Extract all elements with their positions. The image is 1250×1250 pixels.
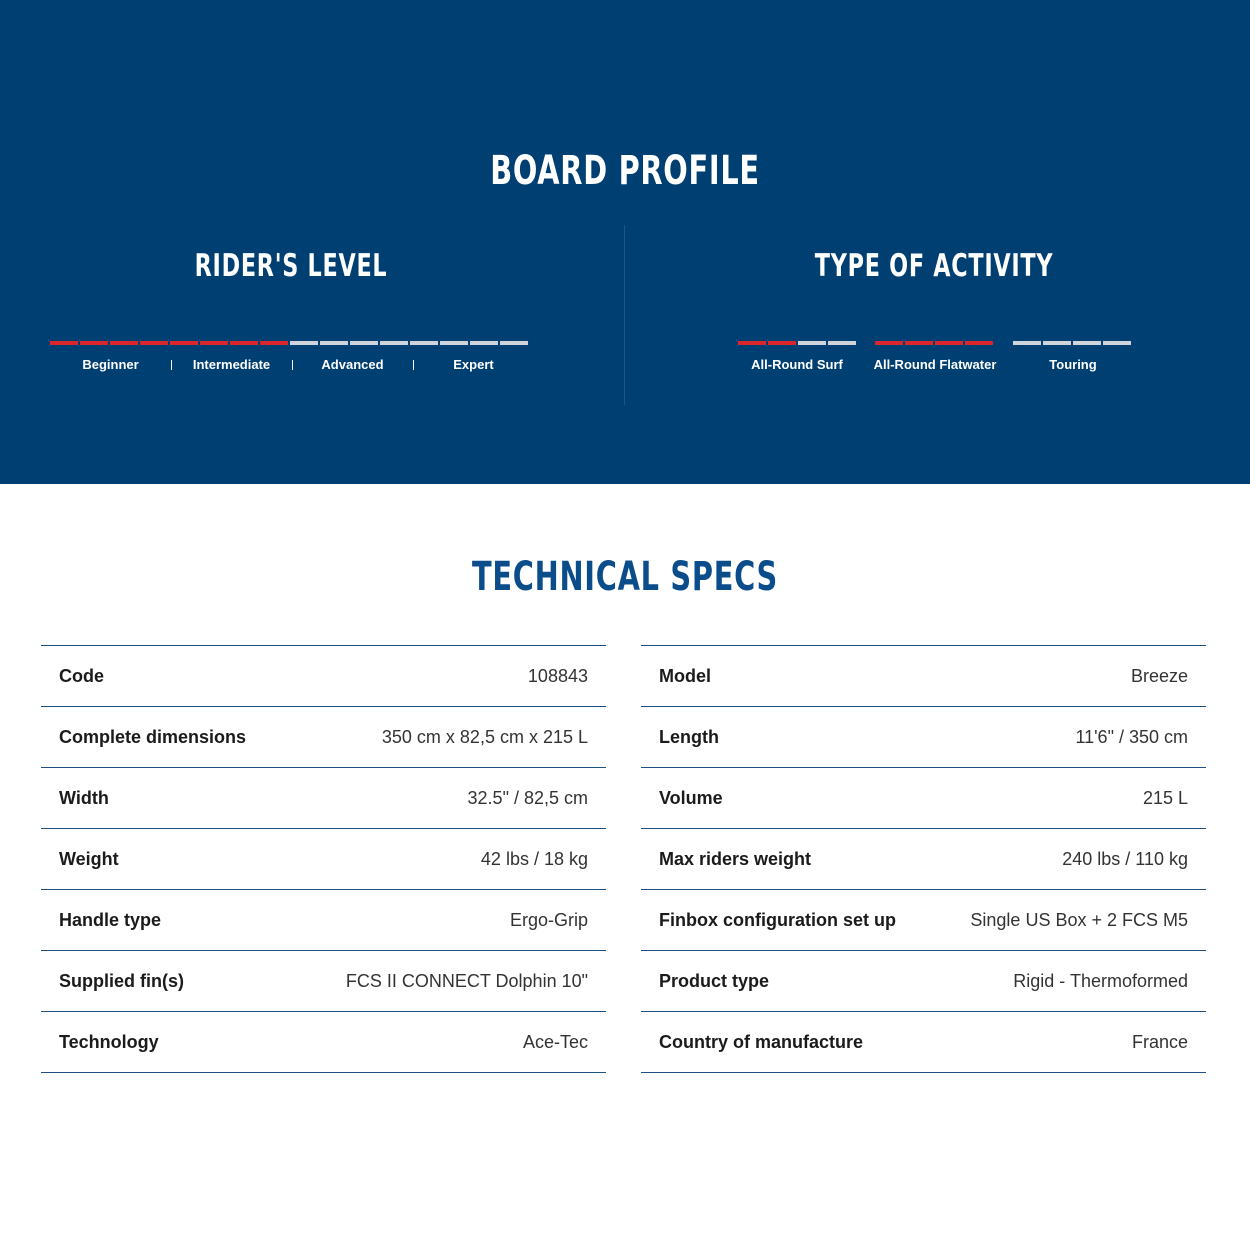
spec-value: 32.5" / 82,5 cm	[467, 787, 588, 808]
technical-specs-title: TECHNICAL SPECS	[472, 554, 778, 600]
spec-row-finbox-configuration	[641, 890, 1206, 951]
spec-row-model	[641, 646, 1206, 707]
board-profile-title: BOARD PROFILE	[490, 148, 760, 194]
spec-label: Volume	[659, 787, 723, 808]
spec-row-complete-dimensions	[41, 707, 606, 768]
level-segment-active	[935, 341, 963, 345]
riders-level-labels	[50, 357, 534, 377]
activity-bar-touring	[1013, 341, 1133, 345]
activity-label-all-round-surf: All-Round Surf	[751, 357, 843, 372]
spec-label: Country of manufacture	[659, 1031, 864, 1052]
activity-bar-all-round-surf	[738, 341, 858, 345]
spec-value: 215 L	[1142, 787, 1188, 808]
spec-value: Rigid - Thermoformed	[1013, 970, 1188, 991]
level-segment-inactive	[500, 341, 528, 345]
spec-row-max-riders-weight	[641, 829, 1206, 890]
level-label-advanced: Advanced	[321, 357, 384, 372]
level-segment-inactive	[1103, 341, 1131, 345]
spec-row-supplied-fins	[41, 951, 606, 1012]
spec-label: Weight	[59, 848, 119, 869]
spec-value: France	[1131, 1031, 1188, 1052]
spec-row-handle-type	[41, 890, 606, 951]
spec-label: Finbox configuration set up	[659, 909, 896, 930]
level-label-expert: Expert	[453, 357, 494, 372]
spec-value: Single US Box + 2 FCS M5	[970, 909, 1188, 930]
profile-divider	[624, 225, 625, 405]
spec-row-technology	[41, 1012, 606, 1073]
spec-row-volume	[641, 768, 1206, 829]
spec-row-weight	[41, 829, 606, 890]
spec-label: Width	[59, 787, 109, 808]
level-label-beginner: Beginner	[82, 357, 139, 372]
level-segment-active	[768, 341, 796, 345]
level-segment-active	[230, 341, 258, 345]
level-segment-inactive	[828, 341, 856, 345]
activity-type-title: TYPE OF ACTIVITY	[814, 248, 1054, 284]
level-segment-inactive	[290, 341, 318, 345]
spec-label: Product type	[659, 970, 770, 991]
spec-label: Supplied fin(s)	[59, 970, 184, 991]
level-segment-inactive	[380, 341, 408, 345]
spec-label: Technology	[59, 1031, 159, 1052]
spec-row-width	[41, 768, 606, 829]
riders-level-title: RIDER'S LEVEL	[194, 248, 388, 284]
level-segment-active	[260, 341, 288, 345]
level-segment-inactive	[410, 341, 438, 345]
spec-value: 11'6" / 350 cm	[1075, 726, 1188, 747]
spec-value: Breeze	[1130, 665, 1188, 686]
specs-table-left	[41, 645, 606, 1073]
level-segment-active	[738, 341, 766, 345]
spec-value: FCS II CONNECT Dolphin 10"	[345, 970, 588, 991]
spec-label: Max riders weight	[659, 848, 812, 869]
spec-value: 240 lbs / 110 kg	[1062, 848, 1188, 869]
level-segment-inactive	[350, 341, 378, 345]
level-segment-inactive	[470, 341, 498, 345]
level-segment-inactive	[320, 341, 348, 345]
level-segment-active	[140, 341, 168, 345]
spec-value: 42 lbs / 18 kg	[480, 848, 588, 869]
spec-value: Ergo-Grip	[509, 909, 588, 930]
spec-label: Handle type	[59, 909, 162, 930]
level-segment-inactive	[798, 341, 826, 345]
spec-label: Length	[659, 726, 719, 747]
level-segment-active	[110, 341, 138, 345]
spec-row-length	[641, 707, 1206, 768]
level-segment-active	[875, 341, 903, 345]
level-segment-active	[50, 341, 78, 345]
level-segment-inactive	[1013, 341, 1041, 345]
level-segment-active	[80, 341, 108, 345]
spec-value: 108843	[527, 665, 588, 686]
spec-row-country-of-manufacture	[641, 1012, 1206, 1073]
level-segment-inactive	[440, 341, 468, 345]
activity-label-touring: Touring	[1049, 357, 1097, 372]
activity-label-all-round-flatwater: All-Round Flatwater	[873, 357, 997, 372]
level-segment-inactive	[1043, 341, 1071, 345]
spec-label: Model	[659, 665, 711, 686]
level-segment-active	[905, 341, 933, 345]
specs-table-right	[641, 645, 1206, 1073]
level-segment-active	[170, 341, 198, 345]
spec-row-code	[41, 646, 606, 707]
spec-label: Code	[59, 665, 104, 686]
activity-bar-all-round-flatwater	[875, 341, 995, 345]
level-segment-active	[965, 341, 993, 345]
level-segment-inactive	[1073, 341, 1101, 345]
spec-value: 350 cm x 82,5 cm x 215 L	[381, 726, 588, 747]
spec-value: Ace-Tec	[522, 1031, 588, 1052]
board-profile-section	[0, 0, 1250, 484]
level-label-intermediate: Intermediate	[192, 357, 271, 372]
level-segment-active	[200, 341, 228, 345]
spec-label: Complete dimensions	[59, 726, 247, 747]
riders-level-bar	[50, 341, 530, 345]
spec-row-product-type	[641, 951, 1206, 1012]
